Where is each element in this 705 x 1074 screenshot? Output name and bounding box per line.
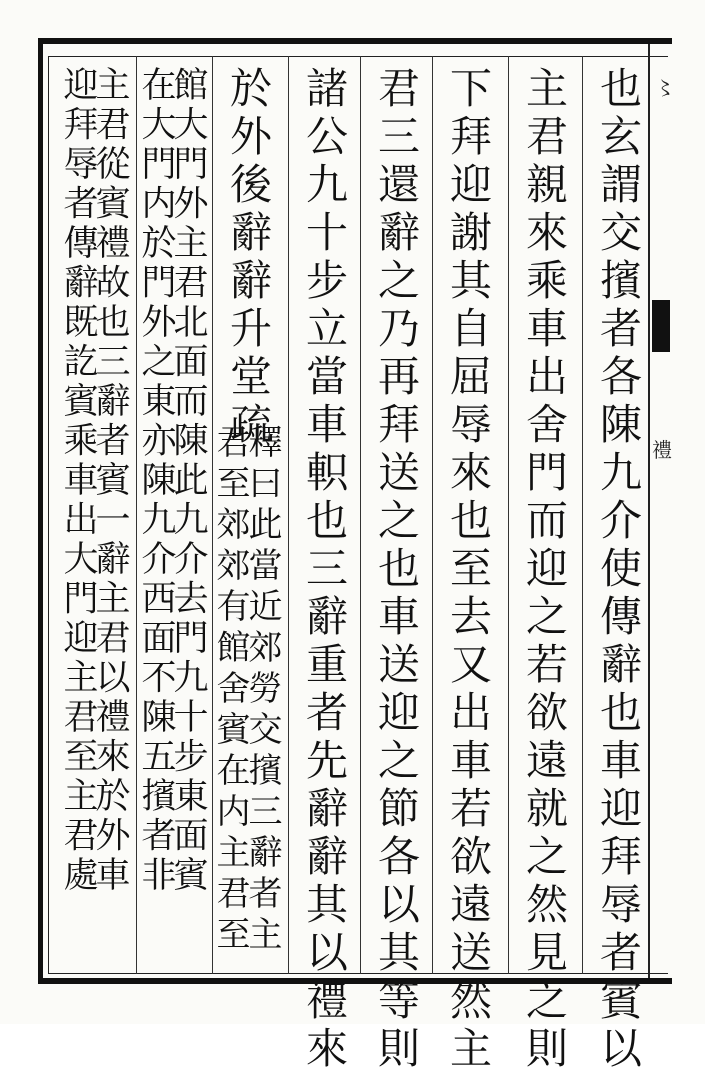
commentary-column-6 xyxy=(210,424,282,957)
column-rule xyxy=(360,56,361,974)
column-rule xyxy=(508,56,509,974)
column-rule xyxy=(582,56,583,974)
text-column-2 xyxy=(512,66,576,1074)
column-rule xyxy=(432,56,433,974)
column-text: 君三還辭之乃再拜送之也車送迎之節各以其等則 xyxy=(372,66,421,1074)
column-text: 諸公九十步立當車軹也三辭重者先辭辭其以禮來 xyxy=(300,66,349,1074)
fold-margin xyxy=(648,44,674,978)
text-column-1 xyxy=(586,66,650,1074)
commentary-left: 在大門内於門外之東亦陳九介西面不陳五擯者非 xyxy=(136,66,176,896)
column-text: 也玄謂交擯者各陳九介使傳辭也車迎拜辱者賓以 xyxy=(594,66,643,1074)
fold-fishtail-mark xyxy=(652,300,670,352)
margin-top-mark: 〻 xyxy=(655,76,675,100)
commentary-column-7 xyxy=(136,66,208,896)
column-text: 於外後辭辭升堂疏 xyxy=(224,66,273,450)
commentary-right: 主君從賓禮故也三辭者賓一辭主君以禮來於外車 xyxy=(90,66,130,896)
column-rule xyxy=(288,56,289,974)
text-column-5 xyxy=(292,66,356,1074)
commentary-left: 迎拜辱者傳辭既訖賓乘車出大門迎主君至主君處 xyxy=(58,66,98,896)
column-text: 主君親來乘車出舍門而迎之若欲遠就之然見之則 xyxy=(520,66,569,1074)
text-column-3 xyxy=(436,66,500,1074)
text-column-4 xyxy=(364,66,428,1074)
commentary-column-8 xyxy=(58,66,130,896)
column-text: 下拜迎謝其自屈辱來也至去又出車若欲遠送然主 xyxy=(444,66,493,1074)
commentary-left: 君至郊郊有館舍賓在内主君至 xyxy=(210,424,250,957)
margin-side-mark: 禮 xyxy=(652,438,672,462)
commentary-right: 釋曰此當近郊勞交擯三辭者主 xyxy=(242,424,282,957)
commentary-right: 館大門外主君北面而陳此九介去門九十步東面賓 xyxy=(168,66,208,896)
